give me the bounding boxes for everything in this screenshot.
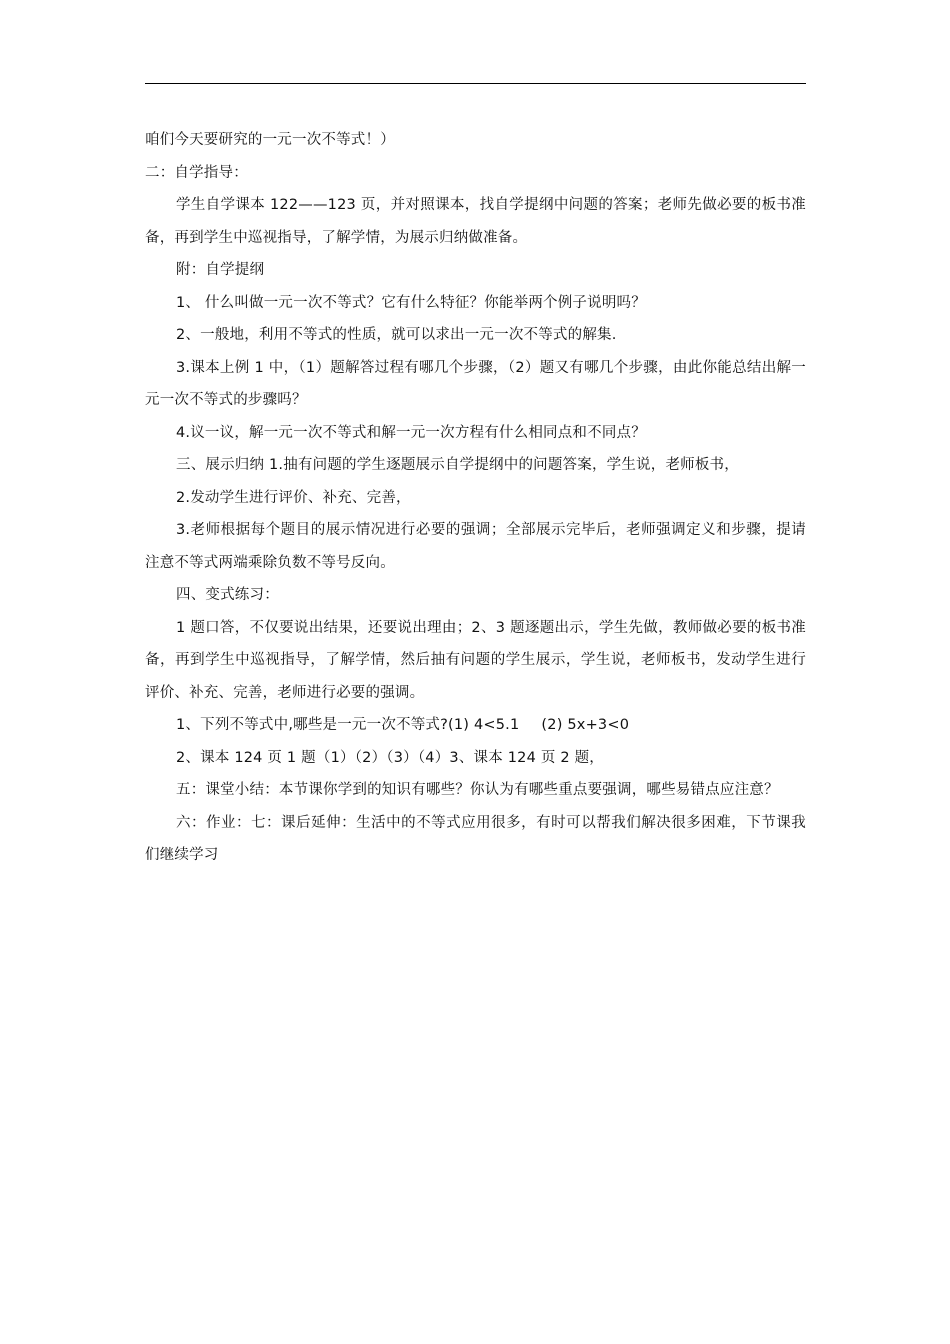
header-rule	[145, 83, 806, 84]
exercise-question-1	[145, 709, 806, 742]
document-body	[145, 124, 806, 872]
outline-question-3: 3.课本上例 1 中，（1）题解答过程有哪几个步骤，（2）题又有哪几个步骤，由此你能总结出解一元一次不等式的步骤吗？	[145, 359, 806, 408]
section-homework-extension: 六：作业：七：课后延伸：生活中的不等式应用很多，有时可以帮我们解决很多困难，下节课我们继续学习	[145, 814, 806, 863]
outline-question-1: 1、 什么叫做一元一次不等式？它有什么特征？你能举两个例子说明吗？	[176, 294, 646, 311]
exercise-question-1-prefix: 1、下列不等式中,哪些是一元一次不等式?(1) 4<5.1	[176, 717, 520, 733]
paragraph-self-study-instructions: 学生自学课本 122——123 页，并对照课本，找自学提纲中问题的答案；老师先做必要的板书准备，再到学生中巡视指导，了解学情，为展示归纳做准备。	[145, 197, 806, 246]
section-heading-self-study: 二：自学指导：	[145, 164, 248, 181]
section-summary: 五：课堂小结：本节课你学到的知识有哪些？你认为有哪些重点要强调，哪些易错点应注意？	[176, 782, 779, 798]
section-heading-variant-practice: 四、变式练习：	[176, 587, 279, 603]
paragraph-intro-closing: 咱们今天要研究的一元一次不等式！）	[145, 132, 395, 148]
outline-question-2: 2、一般地，利用不等式的性质，就可以求出一元一次不等式的解集.	[176, 327, 617, 343]
exercise-question-1-suffix: (2) 5x+3<0	[541, 717, 630, 733]
section-heading-presentation: 三、展示归纳 1.抽有问题的学生逐题展示自学提纲中的问题答案，学生说，老师板书，	[176, 457, 739, 473]
presentation-step-3: 3.老师根据每个题目的展示情况进行必要的强调；全部展示完毕后，老师强调定义和步骤，提请注意不等式两端乘除负数不等号反向。	[145, 522, 806, 571]
exercise-question-2: 2、课本 124 页 1 题（1）（2）（3）（4）3、课本 124 页 2 题，	[176, 749, 604, 766]
presentation-step-2: 2.发动学生进行评价、补充、完善，	[176, 489, 411, 506]
paragraph-practice-instructions: 1 题口答，不仅要说出结果，还要说出理由；2、3 题逐题出示，学生先做，教师做必要的板书准备，再到学生中巡视指导，了解学情，然后抽有问题的学生展示，学生说，老师板书，发动学生进行评价、补充、完善，老师进行必要的强调。	[145, 619, 806, 701]
outline-question-4: 4.议一议，解一元一次不等式和解一元一次方程有什么相同点和不同点？	[176, 424, 646, 441]
paragraph-outline-title: 附：自学提纲	[176, 262, 265, 278]
